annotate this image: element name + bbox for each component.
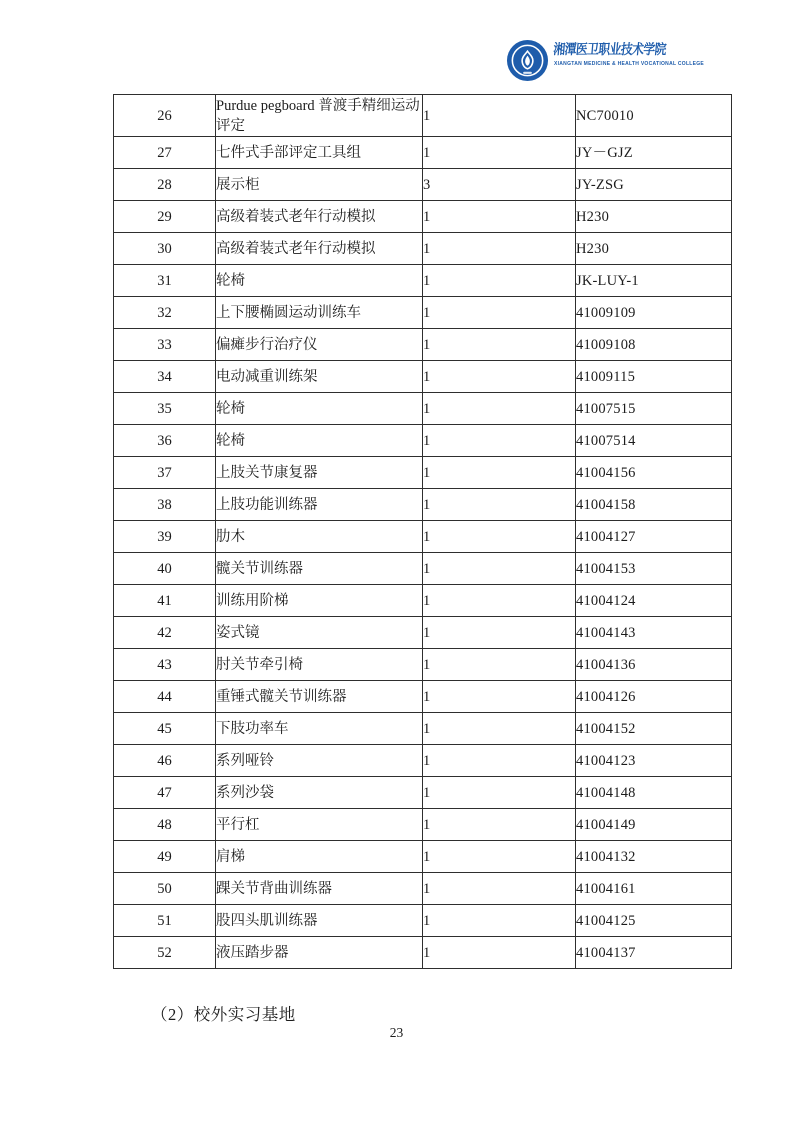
- table-row: [114, 393, 732, 425]
- cell-no: 44: [114, 681, 216, 713]
- cell-model: 41009109: [576, 297, 732, 329]
- cell-no: 51: [114, 905, 216, 937]
- cell-name: 系列哑铃: [216, 745, 423, 777]
- cell-model: 41004127: [576, 521, 732, 553]
- table-row: [114, 777, 732, 809]
- cell-model: 41004136: [576, 649, 732, 681]
- cell-model: 41004124: [576, 585, 732, 617]
- cell-no: 27: [114, 137, 216, 169]
- cell-qty: 1: [423, 233, 576, 265]
- cell-no: 38: [114, 489, 216, 521]
- table-row: [114, 905, 732, 937]
- cell-qty: 1: [423, 873, 576, 905]
- cell-no: 40: [114, 553, 216, 585]
- cell-no: 35: [114, 393, 216, 425]
- cell-no: 33: [114, 329, 216, 361]
- cell-no: 52: [114, 937, 216, 969]
- table-row: [114, 617, 732, 649]
- cell-qty: 1: [423, 713, 576, 745]
- table-row: [114, 329, 732, 361]
- cell-name: 姿式镜: [216, 617, 423, 649]
- cell-model: 41004125: [576, 905, 732, 937]
- college-logo: [506, 39, 704, 82]
- table-row: [114, 521, 732, 553]
- cell-qty: 1: [423, 457, 576, 489]
- cell-model: 41004158: [576, 489, 732, 521]
- section-heading: （2）校外实习基地: [151, 1005, 296, 1024]
- cell-qty: 1: [423, 681, 576, 713]
- cell-no: 34: [114, 361, 216, 393]
- table-row: [114, 297, 732, 329]
- cell-qty: 1: [423, 777, 576, 809]
- cell-name: 股四头肌训练器: [216, 905, 423, 937]
- cell-name: 肩梯: [216, 841, 423, 873]
- college-name-en: XIANGTAN MEDICINE & HEALTH VOCATIONAL COLLEGE: [554, 61, 705, 67]
- cell-model: H230: [576, 233, 732, 265]
- cell-no: 29: [114, 201, 216, 233]
- cell-qty: 3: [423, 169, 576, 201]
- cell-name: 重锤式髋关节训练器: [216, 681, 423, 713]
- cell-no: 31: [114, 265, 216, 297]
- college-seal-icon: [506, 39, 549, 82]
- cell-qty: 1: [423, 425, 576, 457]
- table-row: [114, 201, 732, 233]
- cell-model: 41004137: [576, 937, 732, 969]
- cell-model: JY-ZSG: [576, 169, 732, 201]
- cell-qty: 1: [423, 297, 576, 329]
- table-row: [114, 457, 732, 489]
- table-row: [114, 713, 732, 745]
- cell-model: 41004152: [576, 713, 732, 745]
- table-row: [114, 841, 732, 873]
- cell-qty: 1: [423, 329, 576, 361]
- cell-no: 41: [114, 585, 216, 617]
- table-row: [114, 137, 732, 169]
- equipment-table: [113, 94, 732, 969]
- cell-name: 上肢关节康复器: [216, 457, 423, 489]
- cell-no: 26: [114, 95, 216, 137]
- cell-name: 训练用阶梯: [216, 585, 423, 617]
- cell-no: 32: [114, 297, 216, 329]
- cell-no: 47: [114, 777, 216, 809]
- cell-name: 高级着装式老年行动模拟: [216, 201, 423, 233]
- cell-name: 电动减重训练架: [216, 361, 423, 393]
- table-row: [114, 425, 732, 457]
- cell-name: 下肢功率车: [216, 713, 423, 745]
- cell-qty: 1: [423, 137, 576, 169]
- cell-model: 41004126: [576, 681, 732, 713]
- page-number: 23: [389, 1025, 404, 1040]
- cell-name: 展示柜: [216, 169, 423, 201]
- table-row: [114, 937, 732, 969]
- equipment-table-body: [114, 95, 732, 969]
- table-row: [114, 361, 732, 393]
- cell-no: 42: [114, 617, 216, 649]
- cell-model: 41004132: [576, 841, 732, 873]
- cell-name: 踝关节背曲训练器: [216, 873, 423, 905]
- table-row: [114, 745, 732, 777]
- cell-model: JY－GJZ: [576, 137, 732, 169]
- cell-name: 轮椅: [216, 425, 423, 457]
- cell-qty: 1: [423, 265, 576, 297]
- cell-no: 39: [114, 521, 216, 553]
- cell-name: 肋木: [216, 521, 423, 553]
- cell-no: 50: [114, 873, 216, 905]
- cell-model: 41009108: [576, 329, 732, 361]
- cell-model: 41004161: [576, 873, 732, 905]
- cell-qty: 1: [423, 361, 576, 393]
- table-row: [114, 95, 732, 137]
- cell-no: 36: [114, 425, 216, 457]
- cell-name: 上下腰椭圆运动训练车: [216, 297, 423, 329]
- cell-qty: 1: [423, 521, 576, 553]
- cell-qty: 1: [423, 553, 576, 585]
- table-row: [114, 649, 732, 681]
- college-name-zh: 湘潭医卫职业技术学院: [552, 43, 667, 58]
- cell-model: JK-LUY-1: [576, 265, 732, 297]
- cell-qty: 1: [423, 95, 576, 137]
- table-row: [114, 585, 732, 617]
- cell-name: 肘关节牵引椅: [216, 649, 423, 681]
- cell-model: H230: [576, 201, 732, 233]
- cell-qty: 1: [423, 809, 576, 841]
- cell-model: 41004143: [576, 617, 732, 649]
- table-row: [114, 873, 732, 905]
- cell-qty: 1: [423, 489, 576, 521]
- cell-qty: 1: [423, 201, 576, 233]
- cell-qty: 1: [423, 585, 576, 617]
- table-row: [114, 489, 732, 521]
- cell-name: 高级着装式老年行动模拟: [216, 233, 423, 265]
- cell-model: 41007515: [576, 393, 732, 425]
- cell-qty: 1: [423, 617, 576, 649]
- cell-model: 41004149: [576, 809, 732, 841]
- cell-name: 髋关节训练器: [216, 553, 423, 585]
- cell-qty: 1: [423, 841, 576, 873]
- cell-qty: 1: [423, 905, 576, 937]
- cell-model: 41004153: [576, 553, 732, 585]
- cell-name: 系列沙袋: [216, 777, 423, 809]
- cell-name: 七件式手部评定工具组: [216, 137, 423, 169]
- college-logo-text: [554, 42, 704, 67]
- cell-model: 41007514: [576, 425, 732, 457]
- cell-no: 28: [114, 169, 216, 201]
- cell-no: 49: [114, 841, 216, 873]
- cell-no: 48: [114, 809, 216, 841]
- cell-qty: 1: [423, 649, 576, 681]
- table-row: [114, 681, 732, 713]
- cell-qty: 1: [423, 393, 576, 425]
- cell-qty: 1: [423, 745, 576, 777]
- cell-model: 41004148: [576, 777, 732, 809]
- cell-model: 41004123: [576, 745, 732, 777]
- cell-no: 43: [114, 649, 216, 681]
- table-row: [114, 809, 732, 841]
- cell-name: 平行杠: [216, 809, 423, 841]
- cell-no: 46: [114, 745, 216, 777]
- cell-qty: 1: [423, 937, 576, 969]
- cell-model: 41004156: [576, 457, 732, 489]
- cell-no: 45: [114, 713, 216, 745]
- cell-no: 30: [114, 233, 216, 265]
- cell-no: 37: [114, 457, 216, 489]
- cell-name: 轮椅: [216, 393, 423, 425]
- table-row: [114, 553, 732, 585]
- cell-name: 轮椅: [216, 265, 423, 297]
- cell-name: 偏瘫步行治疗仪: [216, 329, 423, 361]
- cell-model: 41009115: [576, 361, 732, 393]
- cell-name: 上肢功能训练器: [216, 489, 423, 521]
- table-row: [114, 233, 732, 265]
- table-row: [114, 169, 732, 201]
- table-row: [114, 265, 732, 297]
- cell-name: 液压踏步器: [216, 937, 423, 969]
- cell-name: Purdue pegboard 普渡手精细运动评定: [216, 95, 423, 137]
- cell-model: NC70010: [576, 95, 732, 137]
